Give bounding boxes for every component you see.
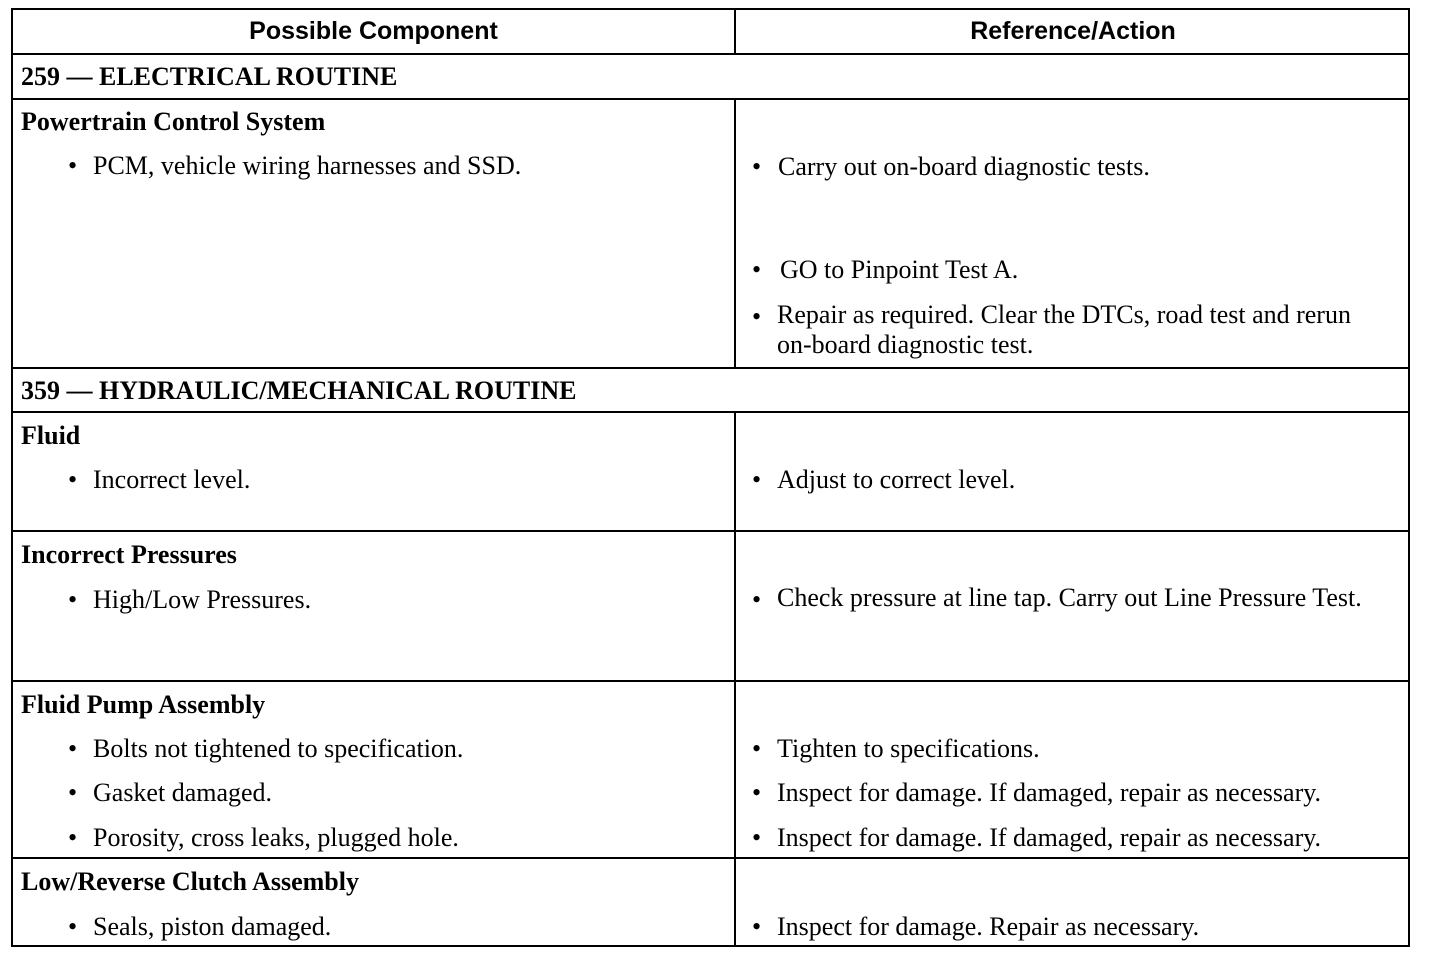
group-title-low-reverse-clutch: Low/Reverse Clutch Assembly — [21, 867, 359, 896]
bullet-icon: • — [752, 823, 762, 852]
bullet-icon: • — [68, 465, 78, 494]
bullet-icon: • — [752, 912, 762, 941]
diagnostic-table: Possible Component Reference/Action 259 — ELECTRICAL ROUTINE Powertrain Control System • PCM, vehicle wiring harnesses and SSD. • Carry out on-board diagnostic tests. • GO to Pinpoint Test A. • Repair as required. Clear the DTCs, road test and rerun on-board diagnostic test. 359 — HYDRAULIC/MECHANICAL ROUTINE Fluid • Incorrect level. • Adjust to correct level. Incorrect Pressures • High/Low Pressures. • Check pressure at line tap. Carry out Line Pressure Test. Fluid Pump Assembly • Bolts not tightened to specification. • Gasket damaged. • Porosity, cross leaks, plugged hole. • Tighten to specifications. • Inspect for damage. If damaged, repair as necessary. • Inspect for damage. If damaged, repair as necessary. Low/Reverse Clutch Assembly • Seals, piston damaged. • Inspect for damage. Repair as necessary. — [11, 8, 1410, 947]
action-item: • Repair as required. Clear the DTCs, road test and rerun on-board diagnostic test. — [752, 300, 1351, 359]
section-title-electrical: 259 — ELECTRICAL ROUTINE — [21, 62, 398, 91]
column-divider — [734, 98, 736, 367]
group-title-fluid: Fluid — [21, 421, 81, 450]
row-divider — [13, 857, 1408, 859]
bullet-icon: • — [68, 823, 78, 852]
bullet-icon: • — [752, 302, 762, 331]
bullet-icon: • — [752, 152, 762, 181]
row-divider — [13, 53, 1408, 55]
section-title-hydraulic-mechanical: 359 — HYDRAULIC/MECHANICAL ROUTINE — [21, 376, 577, 405]
row-divider — [13, 367, 1408, 369]
row-divider — [13, 411, 1408, 413]
column-header-reference-action: Reference/Action — [970, 17, 1176, 45]
bullet-icon: • — [752, 255, 762, 284]
group-title-fluid-pump-assembly: Fluid Pump Assembly — [21, 690, 266, 719]
bullet-icon: • — [752, 585, 762, 614]
bullet-icon: • — [68, 912, 78, 941]
group-title-incorrect-pressures: Incorrect Pressures — [21, 540, 237, 569]
bullet-icon: • — [68, 734, 78, 763]
column-header-possible-component: Possible Component — [249, 17, 498, 45]
action-item: • Check pressure at line tap. Carry out Line Pressure Test. — [752, 583, 1362, 614]
row-divider — [13, 680, 1408, 682]
row-divider — [13, 530, 1408, 532]
bullet-icon: • — [68, 778, 78, 807]
bullet-icon: • — [752, 465, 762, 494]
bullet-icon: • — [752, 734, 762, 763]
bullet-icon: • — [68, 585, 78, 614]
row-divider — [13, 98, 1408, 100]
column-divider — [734, 411, 736, 947]
bullet-icon: • — [68, 151, 78, 180]
group-title-powertrain: Powertrain Control System — [21, 107, 326, 136]
bullet-icon: • — [752, 778, 762, 807]
